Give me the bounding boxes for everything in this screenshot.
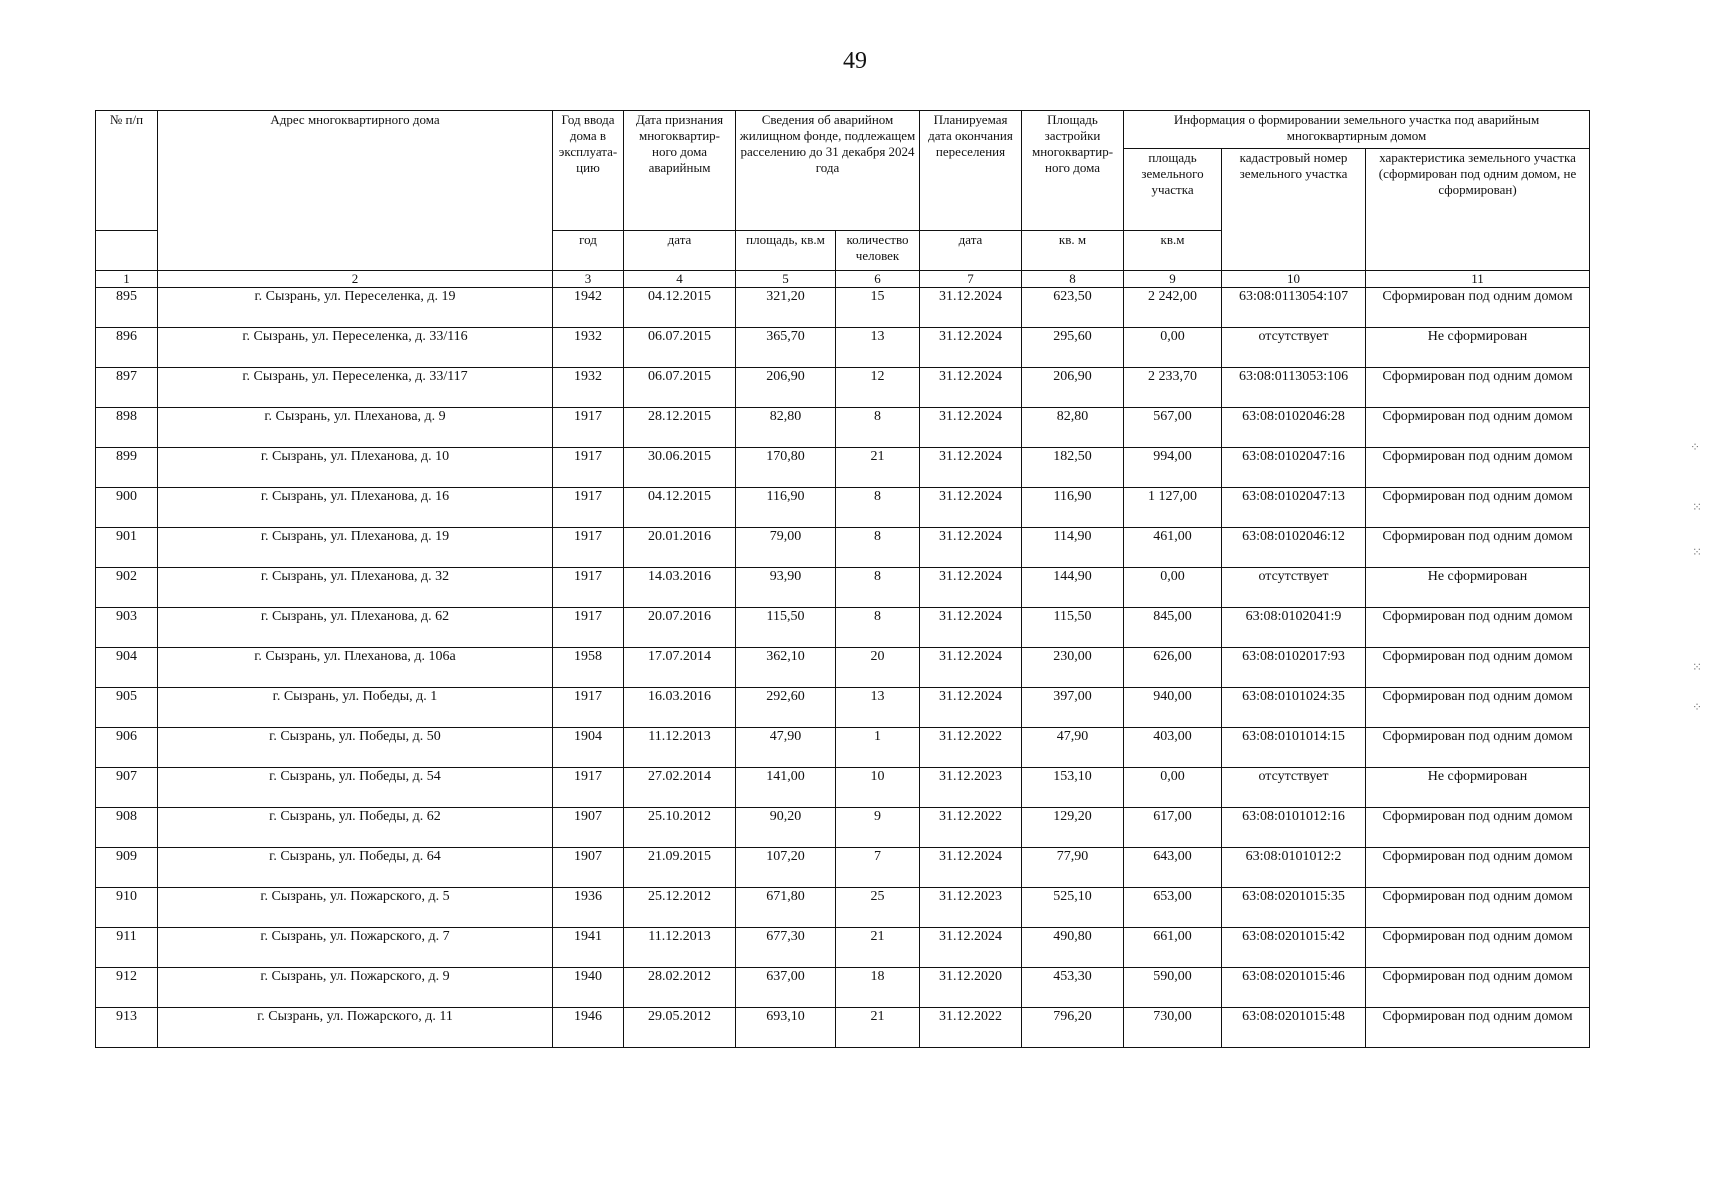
year-built-cell: 1917 <box>553 488 624 528</box>
table-row <box>96 328 1590 368</box>
resident-count-cell: 8 <box>836 408 920 448</box>
emergency-area-cell: 671,80 <box>736 888 836 928</box>
land-area-cell: 845,00 <box>1124 608 1222 648</box>
cadastral-number-cell: отсутствует <box>1222 328 1366 368</box>
table-row <box>96 608 1590 648</box>
recognition-date-cell: 28.12.2015 <box>624 408 736 448</box>
row-num-cell: 912 <box>96 968 158 1008</box>
column-number: 5 <box>736 271 836 288</box>
page-number: 49 <box>843 48 867 74</box>
unit-date: дата <box>624 231 736 271</box>
resident-count-cell: 13 <box>836 328 920 368</box>
emergency-area-cell: 365,70 <box>736 328 836 368</box>
table-body <box>96 288 1590 1048</box>
resident-count-cell: 15 <box>836 288 920 328</box>
row-num-cell: 900 <box>96 488 158 528</box>
land-status-cell: Сформирован под одним домом <box>1366 1008 1590 1048</box>
table-row <box>96 648 1590 688</box>
table-row <box>96 368 1590 408</box>
land-status-cell: Сформирован под одним домом <box>1366 688 1590 728</box>
land-area-cell: 2 233,70 <box>1124 368 1222 408</box>
address-cell: г. Сызрань, ул. Пожарского, д. 11 <box>158 1008 553 1048</box>
planned-date-cell: 31.12.2024 <box>920 648 1022 688</box>
resident-count-cell: 1 <box>836 728 920 768</box>
scan-artifact: ⁘ <box>1692 700 1703 714</box>
row-num-cell: 906 <box>96 728 158 768</box>
land-area-cell: 730,00 <box>1124 1008 1222 1048</box>
cadastral-number-cell: 63:08:0102041:9 <box>1222 608 1366 648</box>
column-number: 11 <box>1366 271 1590 288</box>
resident-count-cell: 20 <box>836 648 920 688</box>
planned-date-cell: 31.12.2024 <box>920 568 1022 608</box>
resident-count-cell: 18 <box>836 968 920 1008</box>
address-cell: г. Сызрань, ул. Плеханова, д. 106а <box>158 648 553 688</box>
cadastral-number-cell: 63:08:0201015:46 <box>1222 968 1366 1008</box>
address-cell: г. Сызрань, ул. Победы, д. 50 <box>158 728 553 768</box>
building-area-cell: 77,90 <box>1022 848 1124 888</box>
land-area-cell: 653,00 <box>1124 888 1222 928</box>
header-cadastral: кадастровый номер земельного участка <box>1222 149 1366 271</box>
emergency-area-cell: 47,90 <box>736 728 836 768</box>
planned-date-cell: 31.12.2024 <box>920 368 1022 408</box>
building-area-cell: 525,10 <box>1022 888 1124 928</box>
year-built-cell: 1917 <box>553 688 624 728</box>
recognition-date-cell: 06.07.2015 <box>624 368 736 408</box>
recognition-date-cell: 04.12.2015 <box>624 288 736 328</box>
building-area-cell: 796,20 <box>1022 1008 1124 1048</box>
column-number: 1 <box>96 271 158 288</box>
planned-date-cell: 31.12.2023 <box>920 768 1022 808</box>
row-num-cell: 902 <box>96 568 158 608</box>
address-cell: г. Сызрань, ул. Победы, д. 64 <box>158 848 553 888</box>
building-area-cell: 153,10 <box>1022 768 1124 808</box>
year-built-cell: 1917 <box>553 528 624 568</box>
building-area-cell: 82,80 <box>1022 408 1124 448</box>
emergency-area-cell: 321,20 <box>736 288 836 328</box>
building-area-cell: 47,90 <box>1022 728 1124 768</box>
column-number: 2 <box>158 271 553 288</box>
building-area-cell: 114,90 <box>1022 528 1124 568</box>
recognition-date-cell: 29.05.2012 <box>624 1008 736 1048</box>
land-status-cell: Сформирован под одним домом <box>1366 888 1590 928</box>
land-area-cell: 590,00 <box>1124 968 1222 1008</box>
address-cell: г. Сызрань, ул. Победы, д. 54 <box>158 768 553 808</box>
year-built-cell: 1917 <box>553 608 624 648</box>
land-area-cell: 567,00 <box>1124 408 1222 448</box>
land-status-cell: Сформирован под одним домом <box>1366 488 1590 528</box>
cadastral-number-cell: отсутствует <box>1222 768 1366 808</box>
building-area-cell: 206,90 <box>1022 368 1124 408</box>
emergency-area-cell: 115,50 <box>736 608 836 648</box>
year-built-cell: 1904 <box>553 728 624 768</box>
row-num-cell: 910 <box>96 888 158 928</box>
resident-count-cell: 12 <box>836 368 920 408</box>
column-number: 9 <box>1124 271 1222 288</box>
land-status-cell: Сформирован под одним домом <box>1366 448 1590 488</box>
year-built-cell: 1940 <box>553 968 624 1008</box>
land-status-cell: Сформирован под одним домом <box>1366 528 1590 568</box>
emergency-area-cell: 107,20 <box>736 848 836 888</box>
recognition-date-cell: 25.10.2012 <box>624 808 736 848</box>
building-area-cell: 115,50 <box>1022 608 1124 648</box>
cadastral-number-cell: 63:08:0102046:28 <box>1222 408 1366 448</box>
cadastral-number-cell: 63:08:0113053:106 <box>1222 368 1366 408</box>
table-row <box>96 768 1590 808</box>
land-area-cell: 1 127,00 <box>1124 488 1222 528</box>
emergency-area-cell: 116,90 <box>736 488 836 528</box>
column-number-row <box>96 271 1590 288</box>
row-num-cell: 907 <box>96 768 158 808</box>
emergency-area-cell: 93,90 <box>736 568 836 608</box>
emergency-area-cell: 170,80 <box>736 448 836 488</box>
row-num-cell: 903 <box>96 608 158 648</box>
land-status-cell: Сформирован под одним домом <box>1366 608 1590 648</box>
header-land-info: Информация о формировании земельного участка под аварийным многоквартирным домом <box>1124 111 1590 149</box>
header-planned-date: Планируемая дата окончания переселения <box>920 111 1022 231</box>
recognition-date-cell: 11.12.2013 <box>624 928 736 968</box>
planned-date-cell: 31.12.2024 <box>920 848 1022 888</box>
planned-date-cell: 31.12.2024 <box>920 288 1022 328</box>
building-area-cell: 397,00 <box>1022 688 1124 728</box>
address-cell: г. Сызрань, ул. Плеханова, д. 10 <box>158 448 553 488</box>
row-num-cell: 896 <box>96 328 158 368</box>
column-number: 10 <box>1222 271 1366 288</box>
land-area-cell: 461,00 <box>1124 528 1222 568</box>
land-status-cell: Сформирован под одним домом <box>1366 648 1590 688</box>
cadastral-number-cell: 63:08:0101012:2 <box>1222 848 1366 888</box>
unit-building-area: кв. м <box>1022 231 1124 271</box>
column-number: 8 <box>1022 271 1124 288</box>
recognition-date-cell: 27.02.2014 <box>624 768 736 808</box>
address-cell: г. Сызрань, ул. Переселенка, д. 33/116 <box>158 328 553 368</box>
cadastral-number-cell: отсутствует <box>1222 568 1366 608</box>
address-cell: г. Сызрань, ул. Плеханова, д. 9 <box>158 408 553 448</box>
address-cell: г. Сызрань, ул. Плеханова, д. 16 <box>158 488 553 528</box>
recognition-date-cell: 17.07.2014 <box>624 648 736 688</box>
year-built-cell: 1958 <box>553 648 624 688</box>
year-built-cell: 1941 <box>553 928 624 968</box>
address-cell: г. Сызрань, ул. Переселенка, д. 19 <box>158 288 553 328</box>
planned-date-cell: 31.12.2024 <box>920 488 1022 528</box>
row-num-cell: 913 <box>96 1008 158 1048</box>
recognition-date-cell: 06.07.2015 <box>624 328 736 368</box>
building-area-cell: 453,30 <box>1022 968 1124 1008</box>
land-area-cell: 643,00 <box>1124 848 1222 888</box>
header-recognition-date: Дата признания многоквартир-ного дома аварийным <box>624 111 736 231</box>
scan-artifact: ⁙ <box>1692 500 1703 514</box>
column-number: 3 <box>553 271 624 288</box>
row-num-cell: 897 <box>96 368 158 408</box>
building-area-cell: 295,60 <box>1022 328 1124 368</box>
year-built-cell: 1907 <box>553 808 624 848</box>
building-area-cell: 230,00 <box>1022 648 1124 688</box>
building-area-cell: 182,50 <box>1022 448 1124 488</box>
unit-area: площадь, кв.м <box>736 231 836 271</box>
address-cell: г. Сызрань, ул. Пожарского, д. 9 <box>158 968 553 1008</box>
recognition-date-cell: 20.01.2016 <box>624 528 736 568</box>
year-built-cell: 1917 <box>553 448 624 488</box>
planned-date-cell: 31.12.2024 <box>920 408 1022 448</box>
planned-date-cell: 31.12.2023 <box>920 888 1022 928</box>
land-status-cell: Сформирован под одним домом <box>1366 368 1590 408</box>
land-area-cell: 0,00 <box>1124 328 1222 368</box>
emergency-area-cell: 677,30 <box>736 928 836 968</box>
header-address: Адрес многоквартирного дома <box>158 111 553 271</box>
address-cell: г. Сызрань, ул. Переселенка, д. 33/117 <box>158 368 553 408</box>
planned-date-cell: 31.12.2022 <box>920 808 1022 848</box>
column-number: 4 <box>624 271 736 288</box>
emergency-area-cell: 637,00 <box>736 968 836 1008</box>
header-land-char: характеристика земельного участка (сформирован под одним домом, не сформирован) <box>1366 149 1590 271</box>
unit-people: количество человек <box>836 231 920 271</box>
row-num-cell: 905 <box>96 688 158 728</box>
table-row <box>96 968 1590 1008</box>
column-number: 7 <box>920 271 1022 288</box>
cadastral-number-cell: 63:08:0101012:16 <box>1222 808 1366 848</box>
year-built-cell: 1917 <box>553 568 624 608</box>
resident-count-cell: 7 <box>836 848 920 888</box>
cadastral-number-cell: 63:08:0113054:107 <box>1222 288 1366 328</box>
header-building-area: Площадь застройки многоквартир-ного дома <box>1022 111 1124 231</box>
header-year: Год ввода дома в эксплуата-цию <box>553 111 624 231</box>
table-row <box>96 408 1590 448</box>
land-status-cell: Сформирован под одним домом <box>1366 728 1590 768</box>
cadastral-number-cell: 63:08:0101024:35 <box>1222 688 1366 728</box>
table-row <box>96 728 1590 768</box>
unit-planned-date: дата <box>920 231 1022 271</box>
cadastral-number-cell: 63:08:0201015:48 <box>1222 1008 1366 1048</box>
planned-date-cell: 31.12.2020 <box>920 968 1022 1008</box>
header-num: № п/п <box>96 111 158 231</box>
emergency-area-cell: 141,00 <box>736 768 836 808</box>
emergency-area-cell: 90,20 <box>736 808 836 848</box>
unit-land-area: кв.м <box>1124 231 1222 271</box>
table-row <box>96 288 1590 328</box>
recognition-date-cell: 11.12.2013 <box>624 728 736 768</box>
recognition-date-cell: 30.06.2015 <box>624 448 736 488</box>
planned-date-cell: 31.12.2024 <box>920 928 1022 968</box>
land-area-cell: 994,00 <box>1124 448 1222 488</box>
year-built-cell: 1917 <box>553 408 624 448</box>
building-area-cell: 129,20 <box>1022 808 1124 848</box>
row-num-cell: 899 <box>96 448 158 488</box>
recognition-date-cell: 21.09.2015 <box>624 848 736 888</box>
planned-date-cell: 31.12.2024 <box>920 448 1022 488</box>
row-num-cell: 898 <box>96 408 158 448</box>
resident-count-cell: 8 <box>836 608 920 648</box>
resident-count-cell: 21 <box>836 448 920 488</box>
row-num-cell: 895 <box>96 288 158 328</box>
emergency-area-cell: 362,10 <box>736 648 836 688</box>
cadastral-number-cell: 63:08:0101014:15 <box>1222 728 1366 768</box>
table-row <box>96 448 1590 488</box>
emergency-area-cell: 206,90 <box>736 368 836 408</box>
land-area-cell: 940,00 <box>1124 688 1222 728</box>
table-row <box>96 528 1590 568</box>
row-num-cell: 911 <box>96 928 158 968</box>
emergency-housing-table <box>95 110 1590 1048</box>
resident-count-cell: 21 <box>836 928 920 968</box>
header-land-area: площадь земельного участка <box>1124 149 1222 231</box>
resident-count-cell: 25 <box>836 888 920 928</box>
planned-date-cell: 31.12.2024 <box>920 328 1022 368</box>
resident-count-cell: 8 <box>836 488 920 528</box>
header-emergency-fund: Сведения об аварийном жилищном фонде, подлежащем расселению до 31 декабря 2024 года <box>736 111 920 231</box>
table-row <box>96 848 1590 888</box>
resident-count-cell: 8 <box>836 528 920 568</box>
cadastral-number-cell: 63:08:0102047:13 <box>1222 488 1366 528</box>
land-area-cell: 661,00 <box>1124 928 1222 968</box>
row-num-cell: 908 <box>96 808 158 848</box>
recognition-date-cell: 16.03.2016 <box>624 688 736 728</box>
planned-date-cell: 31.12.2024 <box>920 528 1022 568</box>
land-status-cell: Не сформирован <box>1366 768 1590 808</box>
recognition-date-cell: 04.12.2015 <box>624 488 736 528</box>
table-row <box>96 1008 1590 1048</box>
recognition-date-cell: 28.02.2012 <box>624 968 736 1008</box>
recognition-date-cell: 14.03.2016 <box>624 568 736 608</box>
column-number: 6 <box>836 271 920 288</box>
address-cell: г. Сызрань, ул. Плеханова, д. 62 <box>158 608 553 648</box>
resident-count-cell: 21 <box>836 1008 920 1048</box>
land-status-cell: Сформирован под одним домом <box>1366 808 1590 848</box>
land-area-cell: 2 242,00 <box>1124 288 1222 328</box>
scan-artifact: ⁙ <box>1692 660 1703 674</box>
land-status-cell: Сформирован под одним домом <box>1366 848 1590 888</box>
land-area-cell: 0,00 <box>1124 568 1222 608</box>
emergency-area-cell: 82,80 <box>736 408 836 448</box>
address-cell: г. Сызрань, ул. Плеханова, д. 32 <box>158 568 553 608</box>
table-row <box>96 688 1590 728</box>
unit-num <box>96 231 158 271</box>
land-area-cell: 0,00 <box>1124 768 1222 808</box>
land-status-cell: Не сформирован <box>1366 328 1590 368</box>
land-area-cell: 626,00 <box>1124 648 1222 688</box>
year-built-cell: 1932 <box>553 368 624 408</box>
scan-artifact: ⁙ <box>1692 545 1703 559</box>
year-built-cell: 1936 <box>553 888 624 928</box>
resident-count-cell: 9 <box>836 808 920 848</box>
address-cell: г. Сызрань, ул. Пожарского, д. 5 <box>158 888 553 928</box>
planned-date-cell: 31.12.2022 <box>920 1008 1022 1048</box>
land-status-cell: Сформирован под одним домом <box>1366 408 1590 448</box>
table-row <box>96 808 1590 848</box>
address-cell: г. Сызрань, ул. Победы, д. 1 <box>158 688 553 728</box>
emergency-area-cell: 292,60 <box>736 688 836 728</box>
emergency-area-cell: 693,10 <box>736 1008 836 1048</box>
cadastral-number-cell: 63:08:0102047:16 <box>1222 448 1366 488</box>
year-built-cell: 1932 <box>553 328 624 368</box>
building-area-cell: 490,80 <box>1022 928 1124 968</box>
land-status-cell: Сформирован под одним домом <box>1366 968 1590 1008</box>
address-cell: г. Сызрань, ул. Победы, д. 62 <box>158 808 553 848</box>
planned-date-cell: 31.12.2024 <box>920 608 1022 648</box>
year-built-cell: 1917 <box>553 768 624 808</box>
building-area-cell: 144,90 <box>1022 568 1124 608</box>
scan-artifact: ⁘ <box>1690 440 1701 454</box>
land-area-cell: 617,00 <box>1124 808 1222 848</box>
resident-count-cell: 8 <box>836 568 920 608</box>
year-built-cell: 1942 <box>553 288 624 328</box>
cadastral-number-cell: 63:08:0201015:42 <box>1222 928 1366 968</box>
table-row <box>96 888 1590 928</box>
table-row <box>96 488 1590 528</box>
resident-count-cell: 10 <box>836 768 920 808</box>
building-area-cell: 623,50 <box>1022 288 1124 328</box>
address-cell: г. Сызрань, ул. Пожарского, д. 7 <box>158 928 553 968</box>
year-built-cell: 1946 <box>553 1008 624 1048</box>
building-area-cell: 116,90 <box>1022 488 1124 528</box>
cadastral-number-cell: 63:08:0102017:93 <box>1222 648 1366 688</box>
planned-date-cell: 31.12.2022 <box>920 728 1022 768</box>
unit-year: год <box>553 231 624 271</box>
row-num-cell: 909 <box>96 848 158 888</box>
land-status-cell: Сформирован под одним домом <box>1366 288 1590 328</box>
recognition-date-cell: 20.07.2016 <box>624 608 736 648</box>
row-num-cell: 901 <box>96 528 158 568</box>
table-row <box>96 928 1590 968</box>
resident-count-cell: 13 <box>836 688 920 728</box>
recognition-date-cell: 25.12.2012 <box>624 888 736 928</box>
cadastral-number-cell: 63:08:0201015:35 <box>1222 888 1366 928</box>
year-built-cell: 1907 <box>553 848 624 888</box>
planned-date-cell: 31.12.2024 <box>920 688 1022 728</box>
land-status-cell: Не сформирован <box>1366 568 1590 608</box>
row-num-cell: 904 <box>96 648 158 688</box>
table-row <box>96 568 1590 608</box>
cadastral-number-cell: 63:08:0102046:12 <box>1222 528 1366 568</box>
land-area-cell: 403,00 <box>1124 728 1222 768</box>
emergency-area-cell: 79,00 <box>736 528 836 568</box>
land-status-cell: Сформирован под одним домом <box>1366 928 1590 968</box>
address-cell: г. Сызрань, ул. Плеханова, д. 19 <box>158 528 553 568</box>
